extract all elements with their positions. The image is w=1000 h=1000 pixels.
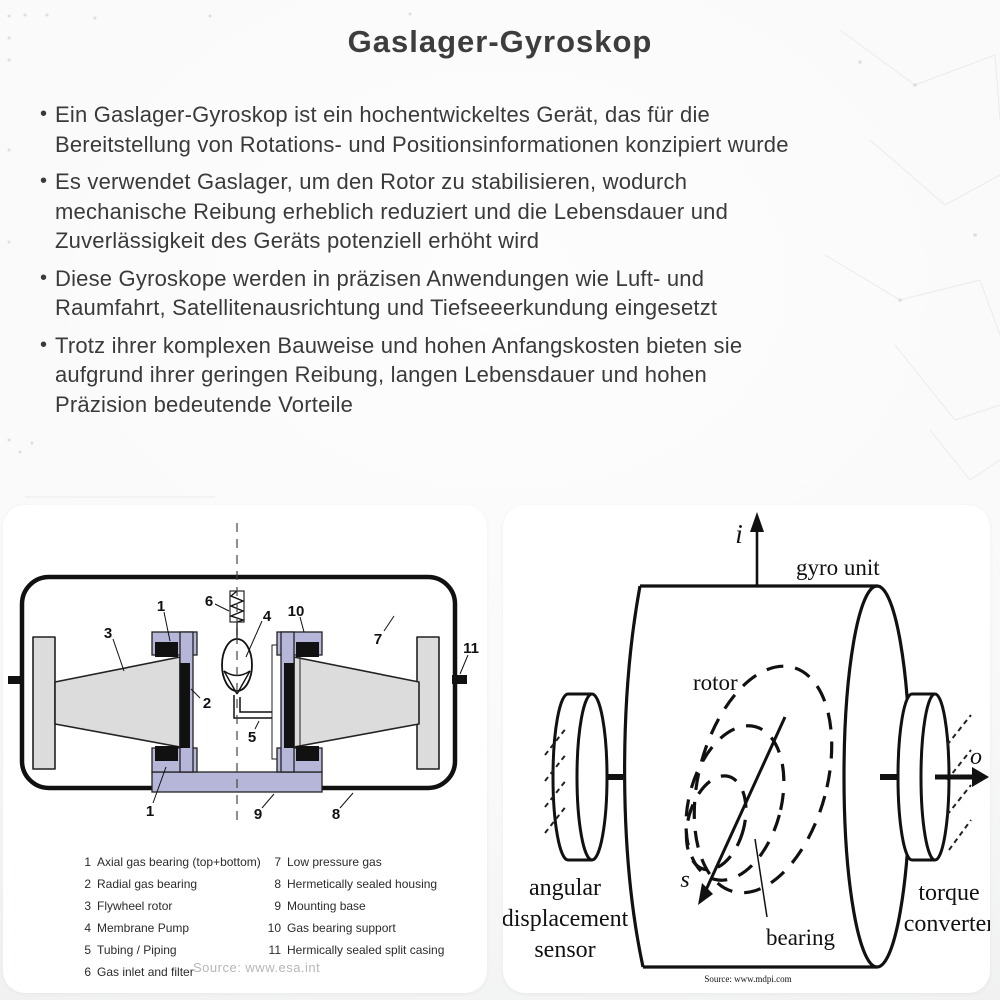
callout-pump: 4 bbox=[262, 608, 272, 625]
bullet-text bbox=[55, 167, 728, 256]
bullet-item-2 bbox=[40, 167, 970, 256]
callout-radial: 2 bbox=[202, 695, 212, 712]
svg-text:torque: torque bbox=[918, 880, 980, 906]
left-axle-stub bbox=[8, 676, 23, 684]
spin-axis-arrow bbox=[698, 717, 785, 905]
legend-label: Gas inlet and filter bbox=[97, 965, 194, 979]
legend-number: 9 bbox=[274, 899, 281, 913]
legend-item bbox=[71, 895, 261, 917]
legend-item bbox=[261, 917, 481, 939]
bullet-item-4 bbox=[40, 331, 970, 420]
gyro-drum bbox=[625, 586, 910, 967]
bullet-line: Trotz ihrer komplexen Bauweise und hohen Anfangskosten bieten sie bbox=[55, 332, 743, 358]
bullet-line: Raumfahrt, Satellitenausrichtung und Tiefseeerkundung eingesetzt bbox=[55, 295, 718, 320]
input-label-i: i bbox=[735, 519, 743, 549]
callout-casing: 11 bbox=[463, 640, 479, 657]
split-casing-stub bbox=[452, 675, 467, 684]
legend-label: Low pressure gas bbox=[287, 855, 382, 869]
legend-number: 7 bbox=[274, 855, 281, 869]
legend-label: Tubing / Piping bbox=[97, 943, 177, 957]
gyro-unit-schematic-figure bbox=[503, 505, 990, 993]
svg-text:converter: converter bbox=[903, 911, 990, 937]
legend-number: 3 bbox=[84, 899, 91, 913]
legend-label: Mounting base bbox=[287, 899, 366, 913]
callout-gas: 7 bbox=[373, 631, 383, 648]
legend-item bbox=[71, 939, 261, 961]
figure-source: Source: www.esa.int bbox=[193, 960, 321, 975]
callout-base: 9 bbox=[253, 806, 263, 823]
legend-label: Flywheel rotor bbox=[97, 899, 173, 913]
bullet-line: Präzision bedeutende Vorteile bbox=[55, 391, 354, 417]
legend-item bbox=[71, 873, 261, 895]
bullet-dot-icon bbox=[40, 331, 55, 420]
page-title: Gaslager-Gyroskop bbox=[347, 24, 653, 59]
legend-label: Membrane Pump bbox=[97, 921, 190, 935]
svg-text:displacement: displacement bbox=[503, 906, 629, 932]
legend-item bbox=[261, 939, 481, 961]
bullet-list bbox=[40, 100, 970, 427]
callout-axial-top: 1 bbox=[156, 598, 166, 615]
bullet-text bbox=[55, 100, 789, 159]
bullet-item-3 bbox=[40, 264, 970, 323]
bullet-line: Diese Gyroskope werden in präzisen Anwendungen wie Luft- und bbox=[55, 265, 705, 291]
legend-column-right bbox=[261, 851, 481, 961]
callout-support: 10 bbox=[287, 603, 305, 620]
bullet-dot-icon bbox=[40, 167, 55, 256]
gyro-unit-label: gyro unit bbox=[796, 555, 880, 580]
bullet-line: aufgrund ihrer geringen Reibung, langen Lebensdauer und hohen bbox=[55, 362, 707, 387]
legend-number: 4 bbox=[84, 921, 91, 935]
bearing-label: bearing bbox=[766, 925, 835, 950]
legend-item bbox=[71, 917, 261, 939]
bullet-line: Ein Gaslager-Gyroskop ist ein hochentwickeltes Gerät, das für die bbox=[55, 102, 710, 127]
callout-tubing: 5 bbox=[247, 729, 257, 746]
legend-number: 10 bbox=[267, 921, 281, 935]
figure-source: Source: www.mdpi.com bbox=[704, 974, 792, 984]
callout-axial-bottom: 1 bbox=[145, 803, 155, 820]
legend-label: Radial gas bearing bbox=[97, 877, 198, 891]
legend-number: 11 bbox=[268, 943, 281, 957]
input-arrow bbox=[750, 512, 764, 586]
bullet-line: Bereitstellung von Rotations- und Positionsinformationen konzipiert wurde bbox=[55, 131, 789, 157]
legend-item bbox=[261, 873, 481, 895]
output-label-o: o bbox=[970, 744, 982, 770]
spin-label-s: s bbox=[680, 867, 690, 893]
gas-bearing-cross-section-figure bbox=[3, 505, 487, 993]
bullet-dot-icon bbox=[40, 100, 55, 159]
angular-sensor-disc bbox=[553, 694, 623, 860]
legend-number: 6 bbox=[84, 965, 91, 979]
legend-label: Gas bearing support bbox=[287, 921, 396, 935]
legend-item bbox=[261, 895, 481, 917]
legend-item bbox=[71, 851, 261, 873]
cross-section-diagram bbox=[3, 505, 487, 845]
svg-text:sensor: sensor bbox=[534, 937, 596, 963]
bullet-line: Es verwendet Gaslager, um den Rotor zu stabilisieren, wodurch bbox=[55, 169, 688, 194]
legend-number: 8 bbox=[274, 877, 281, 891]
callout-flywheel: 3 bbox=[103, 625, 113, 642]
legend-item bbox=[261, 851, 481, 873]
bullet-dot-icon bbox=[40, 264, 55, 323]
converter-mount-hatching bbox=[947, 715, 971, 850]
legend-label: Hermetically sealed housing bbox=[287, 877, 438, 891]
angular-sensor-label bbox=[503, 875, 629, 963]
torque-converter-label bbox=[904, 880, 990, 937]
gyro-unit-diagram bbox=[503, 505, 990, 993]
bullet-text bbox=[55, 331, 742, 420]
legend-label: Hermically sealed split casing bbox=[287, 943, 445, 957]
bullet-item-1 bbox=[40, 100, 970, 159]
callout-housing: 8 bbox=[331, 806, 341, 823]
bullet-line: Zuverlässigkeit des Geräts potenziell erhöht wird bbox=[55, 228, 540, 253]
legend-number: 2 bbox=[84, 877, 91, 891]
callout-inlet: 6 bbox=[204, 593, 214, 610]
bullet-text bbox=[55, 264, 717, 323]
legend-number: 5 bbox=[84, 943, 91, 957]
rotor-label: rotor bbox=[693, 670, 738, 695]
legend-label: Axial gas bearing (top+bottom) bbox=[97, 855, 261, 869]
legend-number: 1 bbox=[84, 855, 91, 869]
bullet-line: mechanische Reibung erheblich reduziert und die Lebensdauer und bbox=[55, 198, 729, 224]
svg-text:angular: angular bbox=[529, 875, 601, 901]
